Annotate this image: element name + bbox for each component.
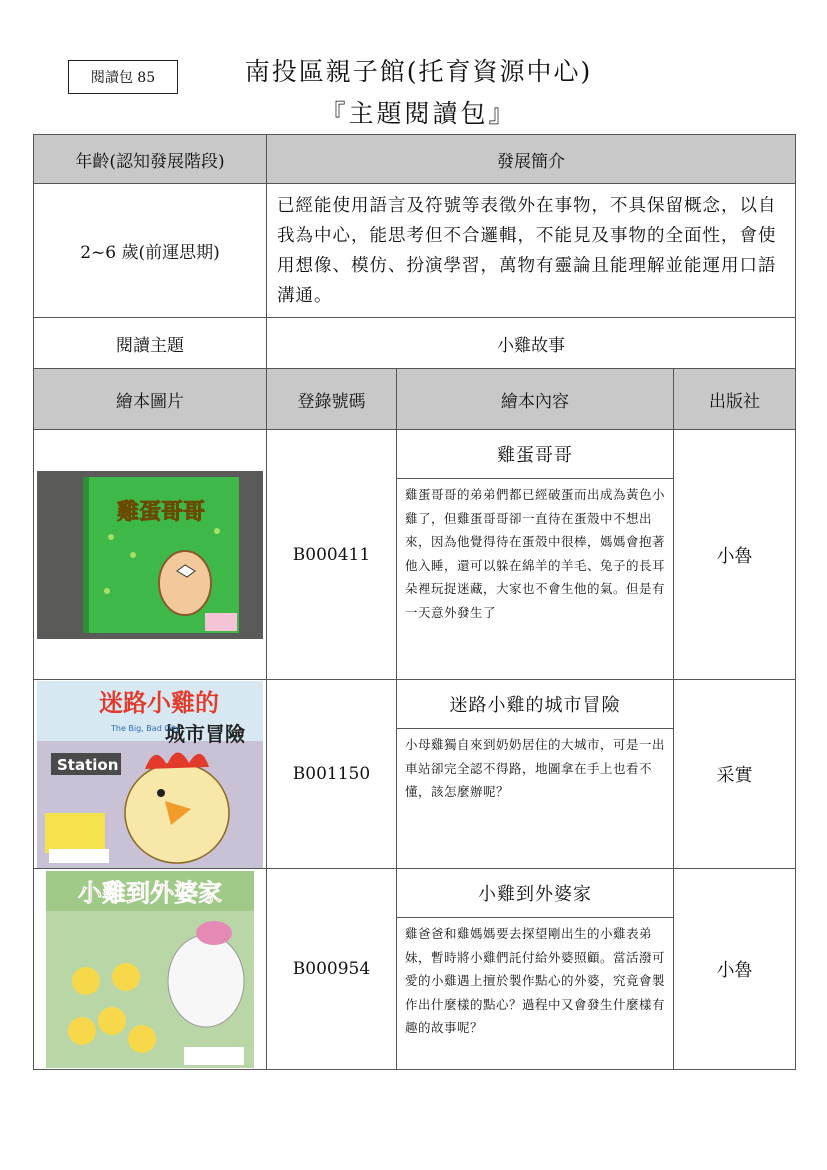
book-row	[34, 430, 796, 680]
development-header: 發展簡介	[267, 135, 796, 184]
book-code: B001150	[267, 680, 397, 869]
book-publisher: 采實	[674, 680, 796, 869]
development-text: 已經能使用語言及符號等表徵外在事物，不具保留概念，以自我為中心，能思考但不合邏輯，不能見及事物的全面性，會使用想像、模仿、扮演學習，萬物有靈論且能理解並能運用口語溝通。	[267, 184, 796, 318]
svg-text:雞蛋哥哥: 雞蛋哥哥	[116, 499, 206, 525]
svg-text:Station: Station	[57, 755, 119, 774]
book-title: 雞蛋哥哥	[397, 430, 673, 479]
book-cover-egg-brother	[37, 471, 263, 639]
book-description: 雞蛋哥哥的弟弟們都已經破蛋而出成為黃色小雞了，但雞蛋哥哥卻一直待在蛋殼中不想出來，因為他覺得待在蛋殼中很棒，媽媽會抱著他入睡，還可以躲在綿羊的羊毛、兔子的長耳朵裡玩捉迷藏，大家也不會生他的氣。但是有一天意外發生了	[405, 487, 666, 620]
book-description: 小母雞獨自來到奶奶居住的大城市，可是一出車站卻完全認不得路，地圖拿在手上也看不懂，該怎麼辦呢？	[405, 737, 666, 799]
book-code: B000954	[267, 869, 397, 1070]
col-header-code: 登錄號碼	[267, 369, 397, 430]
book-publisher: 小魯	[674, 869, 796, 1070]
book-title: 小雞到外婆家	[397, 869, 673, 918]
book-cover-lost-chick	[37, 681, 263, 868]
col-header-publisher: 出版社	[674, 369, 796, 430]
book-description: 雞爸爸和雞媽媽要去探望剛出生的小雞表弟妹，暫時將小雞們託付給外婆照顧。當活潑可愛的小雞遇上擅於製作點心的外婆，究竟會製作出什麼樣的點心？過程中又會發生什麼樣有趣的故事呢？	[405, 926, 666, 1035]
svg-text:The Big, Bad City: The Big, Bad City	[111, 723, 180, 733]
col-header-content: 繪本內容	[397, 369, 674, 430]
theme-label: 閱讀主題	[34, 318, 267, 369]
svg-text:迷路小雞的: 迷路小雞的	[99, 688, 219, 717]
book-row	[34, 680, 796, 869]
book-code: B000411	[267, 430, 397, 680]
svg-text:小雞到外婆家: 小雞到外婆家	[78, 878, 222, 907]
age-header: 年齡(認知發展階段)	[34, 135, 267, 184]
col-header-image: 繪本圖片	[34, 369, 267, 430]
reading-pack-table	[33, 134, 796, 1070]
theme-value: 小雞故事	[267, 318, 796, 369]
book-publisher: 小魯	[674, 430, 796, 680]
page-title: 南投區親子館(托育資源中心)	[244, 57, 593, 86]
book-title: 迷路小雞的城市冒險	[397, 680, 673, 729]
page-subtitle: 『主題閱讀包』	[320, 99, 517, 128]
book-cover-cell	[34, 680, 267, 869]
book-cover-chick-grandma	[46, 871, 254, 1068]
pack-number-box: 閱讀包 85	[68, 60, 178, 94]
age-value: 2~6 歲(前運思期)	[34, 184, 267, 318]
book-cover-cell	[34, 869, 267, 1070]
svg-text:城市冒險: 城市冒險	[165, 721, 245, 746]
book-row	[34, 869, 796, 1070]
book-cover-cell	[34, 430, 267, 680]
